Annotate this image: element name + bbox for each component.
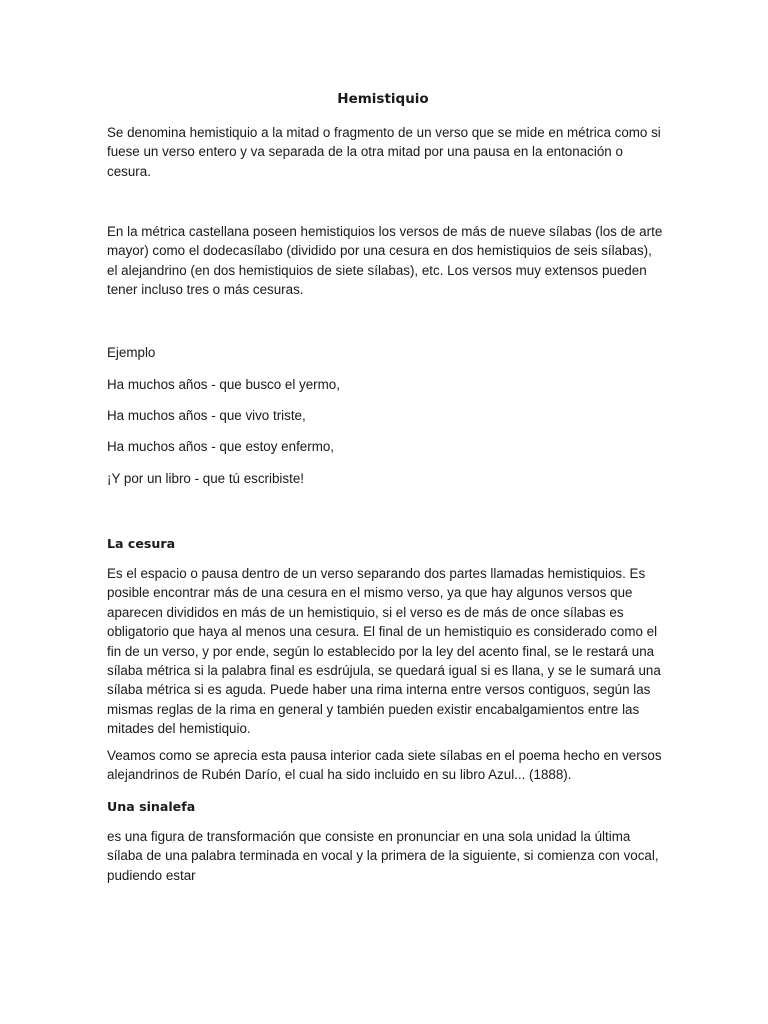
veamos-paragraph: Veamos como se aprecia esta pausa interior cada siete sílabas en el poema hecho en versos alejandrinos de Rubén Darío, el cual ha sido incluido en su libro Azul... (1888). <box>107 748 662 783</box>
intro-paragraph: Se denomina hemistiquio a la mitad o fragmento de un verso que se mide en métrica como si fuese un verso entero y va separada de la otra mitad por una pausa en la entonación o cesura. <box>107 125 661 179</box>
cesura-heading: La cesura <box>107 536 176 551</box>
example-line-2: Ha muchos años - que vivo triste, <box>107 408 306 423</box>
sinalefa-paragraph: es una figura de transformación que consiste en pronunciar en una sola unidad la última sílaba de una palabra terminada en vocal y la primera de la siguiente, si comienza con vocal, pudiendo estar <box>107 829 659 883</box>
document-title: Hemistiquio <box>337 91 429 107</box>
example-line-4: ¡Y por un libro - que tú escribiste! <box>107 471 304 486</box>
example-label: Ejemplo <box>107 345 156 360</box>
castellana-paragraph: En la métrica castellana poseen hemistiquios los versos de más de nueve sílabas (los de arte mayor) como el dodecasílabo (dividido por una cesura en dos hemistiquios de seis sílabas), el alejandrino (en dos hemistiquios de siete sílabas), etc. Los versos muy extensos pueden tener incluso tres o más cesuras. <box>107 224 663 298</box>
example-line-3: Ha muchos años - que estoy enfermo, <box>107 439 335 454</box>
example-line-1: Ha muchos años - que busco el yermo, <box>107 377 340 392</box>
sinalefa-heading: Una sinalefa <box>107 799 196 814</box>
cesura-paragraph: Es el espacio o pausa dentro de un verso separando dos partes llamadas hemistiquios. Es posible encontrar más de una cesura en el mismo verso, ya que hay algunos versos que aparecen divididos en más de un hemistiquio, si el verso es de más de once sílabas es obligatorio que haya al menos una cesura. El final de un hemistiquio es considerado como el fin de un verso, y por ende, según lo establecido por la ley del acento final, se le restará una sílaba métrica si la palabra final es esdrújula, se quedará igual si es llana, y se le sumará una sílaba métrica si es aguda. Puede haber una rima interna entre versos contiguos, según las mismas reglas de la rima en general y también pueden existir encabalgamientos entre las mitades del hemistiquio. <box>107 566 661 737</box>
